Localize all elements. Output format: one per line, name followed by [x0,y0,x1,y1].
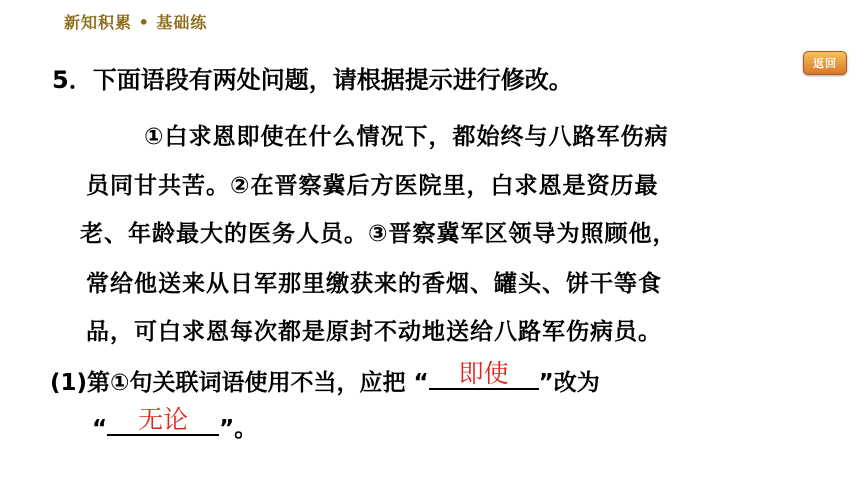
answer-text-2: 无论 [138,405,189,434]
question-title: 5．下面语段有两处问题，请根据提示进行修改。 [52,66,573,94]
sub-question-prefix: (1)第①句关联词语使用不当，应把 “ [50,370,429,396]
answer-blank-2 [107,405,219,436]
paragraph-line: 员同甘共苦。②在晋察冀后方医院里，白求恩是资历最 [86,173,659,199]
back-button-label: 返回 [813,57,837,70]
sub-question-middle: ”改为 [538,370,600,396]
sub-question-suffix: ”。 [219,416,258,442]
back-button[interactable] [803,51,847,75]
paragraph-line: ①白求恩即使在什么情况下，都始终与八路军伤病 [144,124,669,150]
paragraph-line: 品，可白求恩每次都是原封不动地送给八路军伤病员。 [86,319,662,345]
paragraph-line: 常给他送来从日军那里缴获来的香烟、罐头、饼干等食 [86,271,662,297]
sub-question-1 [50,359,600,397]
sub-question-1-cont [92,405,258,443]
section-header: 新知积累 • 基础练 [64,13,208,32]
answer-text-1: 即使 [458,359,509,388]
answer-blank-1 [429,359,539,390]
open-quote: “ [92,416,108,442]
paragraph-line: 老、年龄最大的医务人员。③晋察冀军区领导为照顾他， [80,221,677,247]
